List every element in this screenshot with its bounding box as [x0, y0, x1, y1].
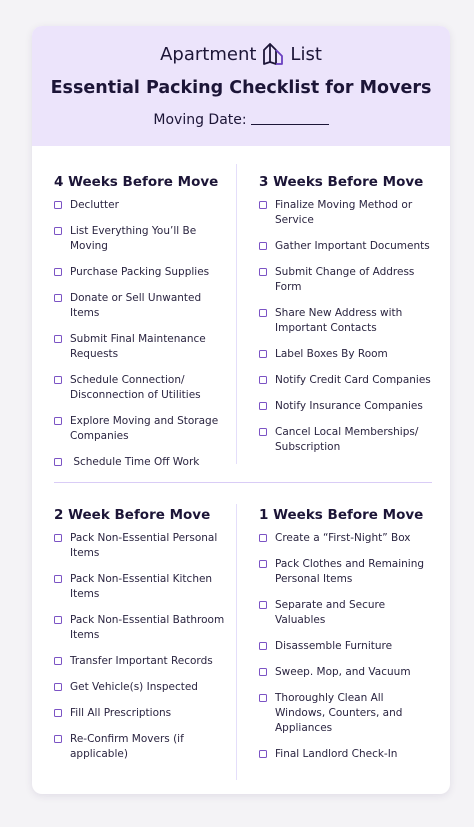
checkbox-icon[interactable]: [259, 642, 267, 650]
checklist: [259, 531, 437, 762]
checklist-item[interactable]: Pack Non-Essential Bathroom Items: [54, 613, 226, 643]
checklist-item[interactable]: Notify Credit Card Companies: [259, 373, 437, 388]
checklist-item[interactable]: Thoroughly Clean All Windows, Counters, and Appliances: [259, 691, 437, 736]
checkbox-icon[interactable]: [259, 201, 267, 209]
checklist-item[interactable]: Gather Important Documents: [259, 239, 437, 254]
checkbox-icon[interactable]: [54, 575, 62, 583]
checkbox-icon[interactable]: [259, 694, 267, 702]
brand-name-right: List: [290, 43, 322, 65]
checkbox-icon[interactable]: [54, 534, 62, 542]
brand-name-left: Apartment: [160, 43, 257, 65]
checklist-item[interactable]: Final Landlord Check-In: [259, 747, 437, 762]
checklist-item[interactable]: Sweep. Mop, and Vacuum: [259, 665, 437, 680]
checkbox-icon[interactable]: [259, 560, 267, 568]
checkbox-icon[interactable]: [259, 350, 267, 358]
checkbox-icon[interactable]: [54, 657, 62, 665]
checkbox-icon[interactable]: [259, 402, 267, 410]
checkbox-icon[interactable]: [54, 376, 62, 384]
checklist-item[interactable]: Submit Final Maintenance Requests: [54, 332, 226, 362]
section-heading: 1 Weeks Before Move: [259, 507, 424, 523]
checklist-item[interactable]: Fill All Prescriptions: [54, 706, 226, 721]
checkbox-icon[interactable]: [54, 417, 62, 425]
checklist-item[interactable]: Get Vehicle(s) Inspected: [54, 680, 226, 695]
moving-date-label: Moving Date:: [153, 112, 247, 128]
checkbox-icon[interactable]: [54, 201, 62, 209]
checklist-item[interactable]: Create a “First-Night” Box: [259, 531, 437, 546]
vertical-divider-bottom: [236, 504, 237, 780]
checkbox-icon[interactable]: [259, 750, 267, 758]
apartment-list-logo-icon: [262, 42, 284, 66]
checkbox-icon[interactable]: [54, 735, 62, 743]
header: [32, 26, 450, 146]
checkbox-icon[interactable]: [259, 668, 267, 676]
checkbox-icon[interactable]: [54, 683, 62, 691]
checklist-item[interactable]: Pack Non-Essential Personal Items: [54, 531, 226, 561]
checkbox-icon[interactable]: [54, 458, 62, 466]
checklist-item[interactable]: Declutter: [54, 198, 226, 213]
checklist-item[interactable]: Explore Moving and Storage Companies: [54, 414, 226, 444]
brand-logo: [32, 40, 450, 68]
checklist: [54, 198, 226, 470]
section-1-week: [259, 507, 437, 773]
checkbox-icon[interactable]: [54, 268, 62, 276]
checklist-item[interactable]: Donate or Sell Unwanted Items: [54, 291, 226, 321]
checkbox-icon[interactable]: [259, 376, 267, 384]
checklist-item[interactable]: Schedule Time Off Work: [54, 455, 226, 470]
checkbox-icon[interactable]: [259, 242, 267, 250]
checklist-item[interactable]: Transfer Important Records: [54, 654, 226, 669]
checkbox-icon[interactable]: [259, 534, 267, 542]
section-heading: 2 Week Before Move: [54, 507, 211, 523]
section-4-weeks: [54, 174, 226, 481]
checklist-item[interactable]: Pack Clothes and Remaining Personal Items: [259, 557, 437, 587]
checklist-item[interactable]: Disassemble Furniture: [259, 639, 437, 654]
page-title: Essential Packing Checklist for Movers: [50, 78, 432, 98]
checklist-item[interactable]: Share New Address with Important Contacts: [259, 306, 437, 336]
section-heading: 4 Weeks Before Move: [54, 174, 219, 190]
checkbox-icon[interactable]: [54, 294, 62, 302]
moving-date: [32, 112, 450, 128]
checklist-item[interactable]: Re-Confirm Movers (if applicable): [54, 732, 226, 762]
checklist-item[interactable]: Schedule Connection/ Disconnection of Utilities: [54, 373, 226, 403]
section-heading: 3 Weeks Before Move: [259, 174, 424, 190]
section-3-weeks: [259, 174, 437, 466]
checkbox-icon[interactable]: [259, 309, 267, 317]
checklist-item[interactable]: Submit Change of Address Form: [259, 265, 437, 295]
checkbox-icon[interactable]: [54, 227, 62, 235]
checklist-item[interactable]: Purchase Packing Supplies: [54, 265, 226, 280]
section-2-weeks: [54, 507, 226, 773]
vertical-divider-top: [236, 164, 237, 464]
checklist-item[interactable]: Cancel Local Memberships/ Subscription: [259, 425, 437, 455]
horizontal-divider: [54, 482, 432, 483]
checkbox-icon[interactable]: [259, 268, 267, 276]
checklist: [54, 531, 226, 762]
checklist: [259, 198, 437, 455]
checklist-item[interactable]: Notify Insurance Companies: [259, 399, 437, 414]
checkbox-icon[interactable]: [259, 428, 267, 436]
checkbox-icon[interactable]: [259, 601, 267, 609]
checkbox-icon[interactable]: [54, 616, 62, 624]
checkbox-icon[interactable]: [54, 709, 62, 717]
checklist-item[interactable]: Finalize Moving Method or Service: [259, 198, 437, 228]
checklist-card: [32, 26, 450, 794]
checklist-item[interactable]: Pack Non-Essential Kitchen Items: [54, 572, 226, 602]
checklist-item[interactable]: List Everything You’ll Be Moving: [54, 224, 226, 254]
checklist-item[interactable]: Label Boxes By Room: [259, 347, 437, 362]
moving-date-blank: [251, 124, 329, 125]
checkbox-icon[interactable]: [54, 335, 62, 343]
checklist-item[interactable]: Separate and Secure Valuables: [259, 598, 437, 628]
